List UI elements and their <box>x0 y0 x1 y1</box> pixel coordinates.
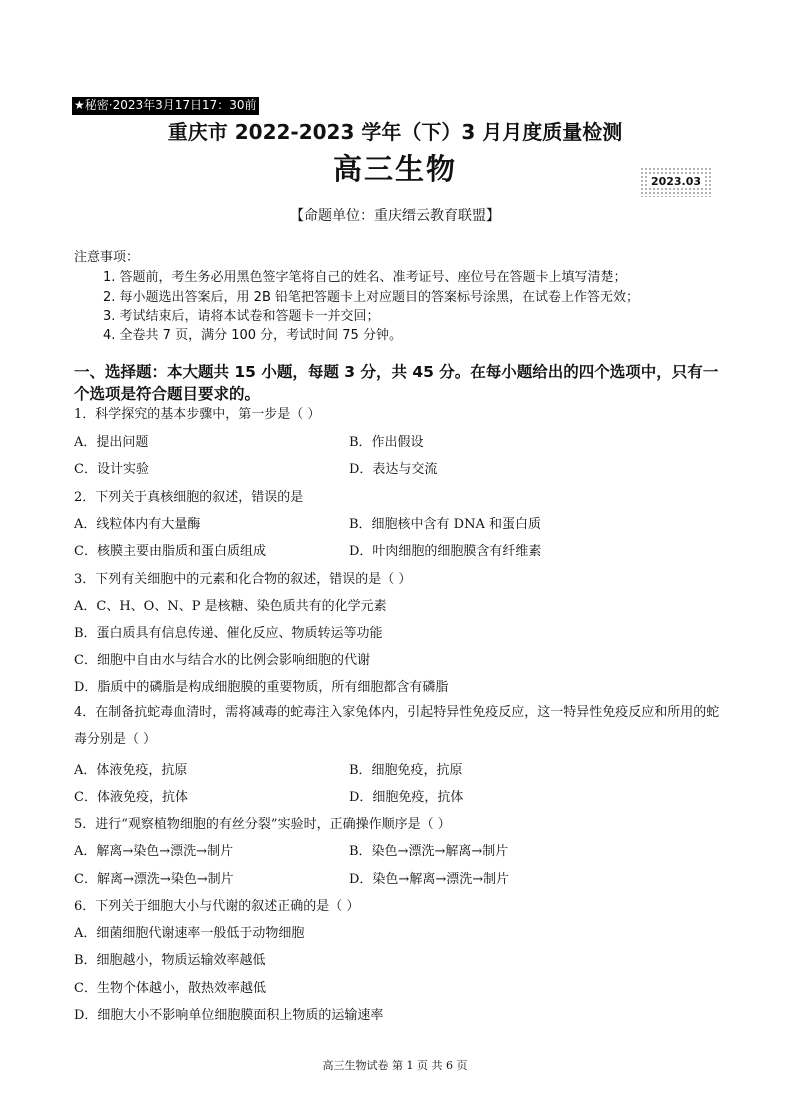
option-a: A．体液免疫，抗原 <box>74 763 188 778</box>
option-d: D．脂质中的磷脂是构成细胞膜的重要物质，所有细胞都含有磷脂 <box>74 680 449 695</box>
question-stem: 3．下列有关细胞中的元素和化合物的叙述，错误的是（ ） <box>74 572 412 587</box>
authoring-unit: 【命题单位：重庆缙云教育联盟】 <box>290 208 500 224</box>
notice-item: 4. 全卷共 7 页，满分 100 分，考试时间 75 分钟。 <box>103 328 402 343</box>
option-d: D．表达与交流 <box>349 462 438 477</box>
secret-tag: ★秘密·2023年3月17日17：30前 <box>72 97 259 115</box>
option-d: D．染色→解离→漂洗→制片 <box>349 872 510 887</box>
option-b: B．蛋白质具有信息传递、催化反应、物质转运等功能 <box>74 626 383 641</box>
question-stem: 2．下列关于真核细胞的叙述，错误的是 <box>74 490 304 505</box>
option-c: C．设计实验 <box>74 462 149 477</box>
exam-subject: 高三生物 <box>332 152 457 186</box>
page-footer: 高三生物试卷 第 1 页 共 6 页 <box>322 1059 468 1072</box>
date-badge-text: 2023.03 <box>650 175 702 188</box>
option-d: D．细胞免疫，抗体 <box>349 790 464 805</box>
notice-title: 注意事项： <box>74 250 140 265</box>
option-a: A．线粒体内有大量酶 <box>74 517 201 532</box>
option-d: D．细胞大小不影响单位细胞膜面积上物质的运输速率 <box>74 1008 384 1023</box>
question-stem: 1．科学探究的基本步骤中，第一步是（ ） <box>74 407 321 422</box>
option-b: B．染色→漂洗→解离→制片 <box>349 844 509 859</box>
option-c: C．核膜主要由脂质和蛋白质组成 <box>74 544 266 559</box>
option-c: C．解离→漂洗→染色→制片 <box>74 872 234 887</box>
exam-title: 重庆市 2022-2023 学年（下）3 月月度质量检测 <box>167 120 623 144</box>
option-a: A．C、H、O、N、P 是核糖、染色质共有的化学元素 <box>74 599 387 614</box>
option-b: B．细胞免疫，抗原 <box>349 763 463 778</box>
option-d: D．叶肉细胞的细胞膜含有纤维素 <box>349 544 542 559</box>
section-heading: 一、选择题：本大题共 15 小题，每题 3 分，共 45 分。在每小题给出的四个选项中，只有一个选项是符合题目要求的。 <box>74 363 719 403</box>
option-c: C．细胞中自由水与结合水的比例会影响细胞的代谢 <box>74 653 370 668</box>
option-c: C．体液免疫，抗体 <box>74 790 188 805</box>
notice-item: 3. 考试结束后，请将本试卷和答题卡一并交回； <box>103 309 380 324</box>
option-a: A．细菌细胞代谢速率一般低于动物细胞 <box>74 926 305 941</box>
option-b: B．作出假设 <box>349 435 424 450</box>
option-a: A．提出问题 <box>74 435 149 450</box>
question-stem: 5．进行“观察植物细胞的有丝分裂”实验时，正确操作顺序是（ ） <box>74 817 451 832</box>
option-c: C．生物个体越小，散热效率越低 <box>74 981 266 996</box>
notice-item: 1. 答题前，考生务必用黑色签字笔将自己的姓名、准考证号、座位号在答题卡上填写清楚； <box>103 270 627 285</box>
option-a: A．解离→染色→漂洗→制片 <box>74 844 234 859</box>
option-b: B．细胞越小，物质运输效率越低 <box>74 953 266 968</box>
date-badge <box>640 167 712 197</box>
notice-item: 2. 每小题选出答案后，用 2B 铅笔把答题卡上对应题目的答案标号涂黑，在试卷上作答无效； <box>103 290 639 305</box>
option-b: B．细胞核中含有 DNA 和蛋白质 <box>349 517 542 532</box>
question-stem: 4．在制备抗蛇毒血清时，需将减毒的蛇毒注入家兔体内，引起特异性免疫反应，这一特异性免疫反应和所用的蛇毒分别是（ ） <box>74 705 720 747</box>
question-stem: 6．下列关于细胞大小与代谢的叙述正确的是（ ） <box>74 899 360 914</box>
